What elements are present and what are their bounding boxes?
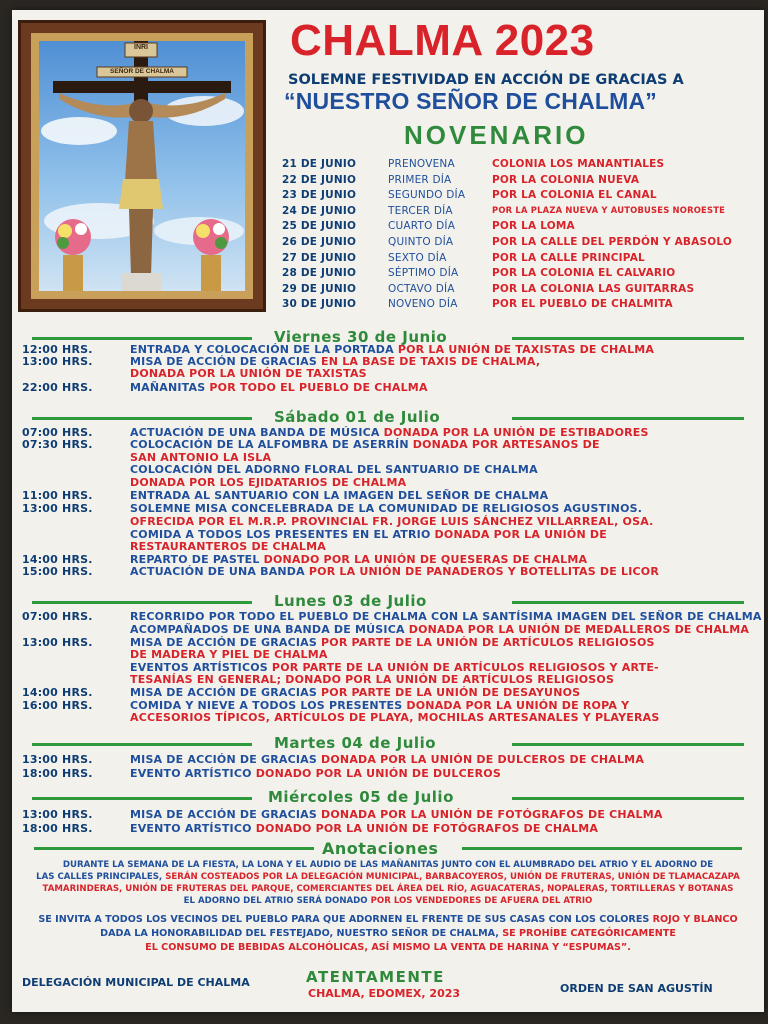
- novenario-sponsor: POR EL PUEBLO DE CHALMITA: [492, 298, 673, 311]
- divider-line: [32, 743, 252, 746]
- event-line: [130, 623, 749, 636]
- event-line: [130, 463, 538, 476]
- note-line: [12, 860, 764, 871]
- event-time: 13:00 HRS.: [22, 808, 93, 821]
- day-header: Sábado 01 de Julio: [274, 408, 441, 426]
- novenario-date: 28 DE JUNIO: [282, 267, 357, 280]
- divider-line: [32, 797, 252, 800]
- event-time: 15:00 HRS.: [22, 565, 93, 578]
- novenario-day: NOVENO DÍA: [388, 298, 458, 311]
- event-line: [130, 502, 642, 515]
- event-sponsor: POR LA UNIÓN DE TAXISTAS DE CHALMA: [393, 343, 655, 356]
- novenario-sponsor: POR LA CALLE PRINCIPAL: [492, 251, 645, 264]
- event-activity: EVENTO ARTÍSTICO: [130, 767, 252, 780]
- novenario-day: CUARTO DÍA: [388, 220, 456, 233]
- event-activity: MISA DE ACCIÓN DE GRACIAS: [130, 753, 318, 766]
- day-header: Miércoles 05 de Julio: [268, 788, 454, 806]
- novenario-date: 21 DE JUNIO: [282, 158, 357, 170]
- event-activity: COMIDA A TODOS LOS PRESENTES EN EL ATRIO: [130, 528, 431, 541]
- event-sponsor: POR PARTE DE LA UNIÓN DE ARTÍCULOS RELIGIOSOS: [317, 636, 655, 649]
- event-sponsor: DONADA POR ARTESANOS DE: [408, 438, 600, 451]
- note-part: LAS CALLES PRINCIPALES,: [36, 872, 166, 882]
- divider-line: [512, 797, 744, 800]
- event-line: [130, 515, 654, 528]
- event-time: 13:00 HRS.: [22, 636, 93, 649]
- event-line: [130, 540, 326, 553]
- note-line: [12, 914, 764, 925]
- honoree-title: “NUESTRO SEÑOR DE CHALMA”: [284, 88, 658, 114]
- note-line: [12, 884, 764, 895]
- novenario-sponsor: COLONIA LOS MANANTIALES: [492, 158, 665, 170]
- event-activity: MISA DE ACCIÓN DE GRACIAS: [130, 686, 318, 699]
- event-activity: MISA DE ACCIÓN DE GRACIAS: [130, 636, 318, 649]
- event-sponsor: DONADA POR LA UNIÓN DE TAXISTAS: [130, 367, 367, 380]
- event-sponsor: DONADO POR LA UNIÓN DE QUESERAS DE CHALMA: [259, 553, 588, 566]
- event-sponsor: DONADA POR LA UNIÓN DE DULCEROS DE CHALMA: [317, 753, 645, 766]
- footer-center-title: ATENTAMENTE: [306, 968, 445, 986]
- novenario-day: SEXTO DÍA: [388, 251, 447, 264]
- note-part: POR LOS VENDEDORES DE AFUERA DEL ATRIO: [370, 896, 593, 906]
- day-header: Lunes 03 de Julio: [274, 592, 427, 610]
- event-line: [130, 808, 663, 821]
- event-time: 07:00 HRS.: [22, 426, 93, 439]
- note-line: [12, 928, 764, 939]
- novenario-sponsor: POR LA PLAZA NUEVA Y AUTOBUSES NOROESTE: [492, 204, 726, 215]
- novenario-sponsor: POR LA COLONIA EL CANAL: [492, 189, 657, 202]
- divider-line: [512, 601, 744, 604]
- event-time: 13:00 HRS.: [22, 753, 93, 766]
- event-time: 12:00 HRS.: [22, 343, 93, 356]
- novenario-date: 27 DE JUNIO: [282, 251, 357, 264]
- day-header: Martes 04 de Julio: [274, 734, 437, 752]
- event-time: 18:00 HRS.: [22, 767, 93, 780]
- footer-left: DELEGACIÓN MUNICIPAL DE CHALMA: [22, 976, 250, 989]
- note-part: DURANTE LA SEMANA DE LA FIESTA, LA LONA Y EL AUDIO DE LAS MAÑANITAS JUNTO CON EL ALUMBRADO DEL ATRIO Y EL ADORNO DE: [62, 860, 714, 870]
- novenario-sponsor: POR LA CALLE DEL PERDÓN Y ABASOLO: [492, 236, 732, 248]
- event-line: [130, 686, 580, 699]
- poster: [12, 10, 764, 1012]
- divider-line: [512, 417, 744, 420]
- event-sponsor: ACCESORIOS TÍPICOS, ARTÍCULOS DE PLAYA, MOCHILAS ARTESANALES Y PLAYERAS: [130, 711, 660, 724]
- event-time: 18:00 HRS.: [22, 822, 93, 835]
- event-sponsor: POR LA UNIÓN DE PANADEROS Y BOTELLITAS DE LICOR: [304, 565, 659, 578]
- event-time: 11:00 HRS.: [22, 489, 93, 502]
- page-title: CHALMA 2023: [290, 16, 595, 65]
- footer-right: ORDEN DE SAN AGUSTÍN: [560, 982, 713, 995]
- event-activity: REPARTO DE PASTEL: [130, 553, 260, 566]
- event-line: [130, 673, 614, 686]
- note-part: SE INVITA A TODOS LOS VECINOS DEL PUEBLO PARA QUE ADORNEN EL FRENTE DE SUS CASAS CON LOS COLORES: [38, 914, 653, 925]
- event-time: 07:30 HRS.: [22, 438, 93, 451]
- note-part: DADA LA HONORABILIDAD DEL FESTEJADO, NUESTRO SEÑOR DE CHALMA,: [100, 928, 503, 939]
- note-part: EL ADORNO DEL ATRIO SERÁ DONADO: [183, 896, 371, 906]
- event-line: [130, 381, 428, 394]
- novenario-sponsor: POR LA COLONIA LAS GUITARRAS: [492, 282, 695, 295]
- event-sponsor: DONADA POR LA UNIÓN DE ESTIBADORES: [379, 426, 649, 439]
- event-line: [130, 610, 762, 623]
- event-activity: COMIDA Y NIEVE A TODOS LOS PRESENTES: [130, 699, 403, 712]
- event-time: 16:00 HRS.: [22, 699, 93, 712]
- novenario-date: 23 DE JUNIO: [282, 189, 357, 202]
- event-activity: MAÑANITAS: [130, 381, 206, 394]
- event-time: 14:00 HRS.: [22, 553, 93, 566]
- day-header: Viernes 30 de Junio: [274, 328, 448, 346]
- novenario-date: 26 DE JUNIO: [282, 236, 357, 248]
- note-line: [12, 896, 764, 907]
- event-activity: ENTRADA Y COLOCACIÓN DE LA PORTADA: [130, 343, 394, 356]
- novenario-day: TERCER DÍA: [388, 204, 453, 217]
- event-line: [130, 822, 598, 835]
- divider-line: [512, 743, 744, 746]
- novenario-sponsor: POR LA COLONIA NUEVA: [492, 173, 640, 186]
- event-line: [130, 565, 659, 578]
- event-sponsor: DONADA POR LA UNIÓN DE ROPA Y: [402, 699, 630, 712]
- event-sponsor: POR PARTE DE LA UNIÓN DE DESAYUNOS: [317, 686, 581, 699]
- event-sponsor: POR TODO EL PUEBLO DE CHALMA: [205, 381, 428, 394]
- event-line: [130, 489, 548, 502]
- novenario-day: OCTAVO DÍA: [388, 282, 455, 295]
- event-time: 13:00 HRS.: [22, 355, 93, 368]
- event-sponsor: OFRECIDA POR EL M.R.P. PROVINCIAL FR. JORGE LUIS SÁNCHEZ VILLARREAL, OSA.: [130, 515, 654, 528]
- novenario-date: 25 DE JUNIO: [282, 220, 357, 233]
- event-sponsor: TESANÍAS EN GENERAL; DONADO POR LA UNIÓN DE ARTÍCULOS RELIGIOSOS: [130, 673, 615, 686]
- divider-line: [32, 601, 252, 604]
- event-activity: ACTUACIÓN DE UNA BANDA: [130, 565, 305, 578]
- subtitle: SOLEMNE FESTIVIDAD EN ACCIÓN DE GRACIAS A: [288, 72, 684, 88]
- event-sponsor: DONADA POR LA UNIÓN DE: [430, 528, 607, 541]
- event-line: [130, 711, 659, 724]
- note-part: SE PROHÍBE CATEGÓRICAMENTE: [502, 928, 676, 939]
- novenario-date: 30 DE JUNIO: [282, 298, 357, 311]
- event-sponsor: EN LA BASE DE TAXIS DE CHALMA,: [317, 355, 541, 368]
- note-part: SERÁN COSTEADOS POR LA DELEGACIÓN MUNICIPAL, BARBACOYEROS, UNIÓN DE FRUTERAS, UNIÓN DE TLAMACAZAPA: [165, 872, 740, 882]
- event-time: 14:00 HRS.: [22, 686, 93, 699]
- divider-line: [32, 337, 252, 340]
- event-activity: MISA DE ACCIÓN DE GRACIAS: [130, 355, 318, 368]
- footer-center-sub: CHALMA, EDOMEX, 2023: [308, 987, 461, 1000]
- event-sponsor: DONADA POR LA UNIÓN DE MEDALLEROS DE CHALMA: [404, 623, 750, 636]
- cross-plate: SEÑOR DE CHALMA: [110, 68, 174, 75]
- novenario-sponsor: POR LA COLONIA EL CALVARIO: [492, 267, 676, 280]
- note-part: TAMARINDERAS, UNIÓN DE FRUTERAS DEL PARQUE, COMERCIANTES DEL ÁREA DEL RÍO, AGUACATERAS, NOPALERAS, TORTILLERAS Y BOTANAS: [42, 884, 734, 894]
- event-activity: SOLEMNE MISA CONCELEBRADA DE LA COMUNIDAD DE RELIGIOSOS AGUSTINOS.: [130, 502, 643, 515]
- event-sponsor: DONADA POR LOS EJIDATARIOS DE CHALMA: [130, 476, 407, 489]
- divider-line: [32, 417, 252, 420]
- event-sponsor: RESTAURANTEROS DE CHALMA: [130, 540, 326, 553]
- event-line: [130, 476, 406, 489]
- novenario-day: PRENOVENA: [388, 158, 455, 170]
- event-line: [130, 767, 501, 780]
- event-sponsor: DE MADERA Y PIEL DE CHALMA: [130, 648, 328, 661]
- crucifix-image: [39, 41, 245, 291]
- inri-plaque: INRI: [134, 44, 148, 51]
- event-activity: MISA DE ACCIÓN DE GRACIAS: [130, 808, 318, 821]
- event-sponsor: SAN ANTONIO LA ISLA: [130, 451, 272, 464]
- note-part: ROJO Y BLANCO: [652, 914, 738, 925]
- event-activity: COLOCACIÓN DE LA ALFOMBRA DE ASERRÍN: [130, 438, 409, 451]
- event-activity: EVENTOS ARTÍSTICOS: [130, 661, 268, 674]
- event-activity: ENTRADA AL SANTUARIO CON LA IMAGEN DEL SEÑOR DE CHALMA: [130, 489, 549, 502]
- event-time: 07:00 HRS.: [22, 610, 93, 623]
- novenario-day: PRIMER DÍA: [388, 173, 452, 186]
- novenario-day: QUINTO DÍA: [388, 236, 454, 248]
- novenario-title: NOVENARIO: [404, 120, 589, 150]
- event-time: 13:00 HRS.: [22, 502, 93, 515]
- notes-title: Anotaciones: [322, 839, 439, 858]
- event-activity: RECORRIDO POR TODO EL PUEBLO DE CHALMA CON LA SANTÍSIMA IMAGEN DEL SEÑOR DE CHALMA: [130, 610, 762, 623]
- event-activity: ACTUACIÓN DE UNA BANDA DE MÚSICA: [130, 426, 380, 439]
- novenario-date: 24 DE JUNIO: [282, 204, 357, 217]
- note-part: EL CONSUMO DE BEBIDAS ALCOHÓLICAS, ASÍ MISMO LA VENTA DE HARINA Y “ESPUMAS”.: [145, 942, 631, 953]
- event-line: [130, 367, 367, 380]
- event-line: [130, 438, 600, 451]
- novenario-day: SEGUNDO DÍA: [388, 189, 466, 202]
- event-sponsor: DONADA POR LA UNIÓN DE FOTÓGRAFOS DE CHALMA: [317, 808, 663, 821]
- novenario-date: 29 DE JUNIO: [282, 282, 357, 295]
- event-sponsor: POR PARTE DE LA UNIÓN DE ARTÍCULOS RELIGIOSOS Y ARTE-: [267, 661, 659, 674]
- novenario-day: SÉPTIMO DÍA: [388, 267, 459, 280]
- event-activity: ACOMPAÑADOS DE UNA BANDA DE MÚSICA: [130, 623, 405, 636]
- event-sponsor: DONADO POR LA UNIÓN DE FOTÓGRAFOS DE CHALMA: [251, 822, 599, 835]
- event-sponsor: DONADO POR LA UNIÓN DE DULCEROS: [251, 767, 501, 780]
- novenario-date: 22 DE JUNIO: [282, 173, 357, 186]
- note-line: [12, 872, 764, 883]
- note-line: [12, 942, 764, 953]
- event-line: [130, 753, 644, 766]
- divider-line: [512, 337, 744, 340]
- event-activity: COLOCACIÓN DEL ADORNO FLORAL DEL SANTUARIO DE CHALMA: [130, 463, 538, 476]
- event-line: [130, 648, 328, 661]
- event-activity: EVENTO ARTÍSTICO: [130, 822, 252, 835]
- event-time: 22:00 HRS.: [22, 381, 93, 394]
- framed-image: [18, 20, 266, 312]
- novenario-sponsor: POR LA LOMA: [492, 220, 575, 233]
